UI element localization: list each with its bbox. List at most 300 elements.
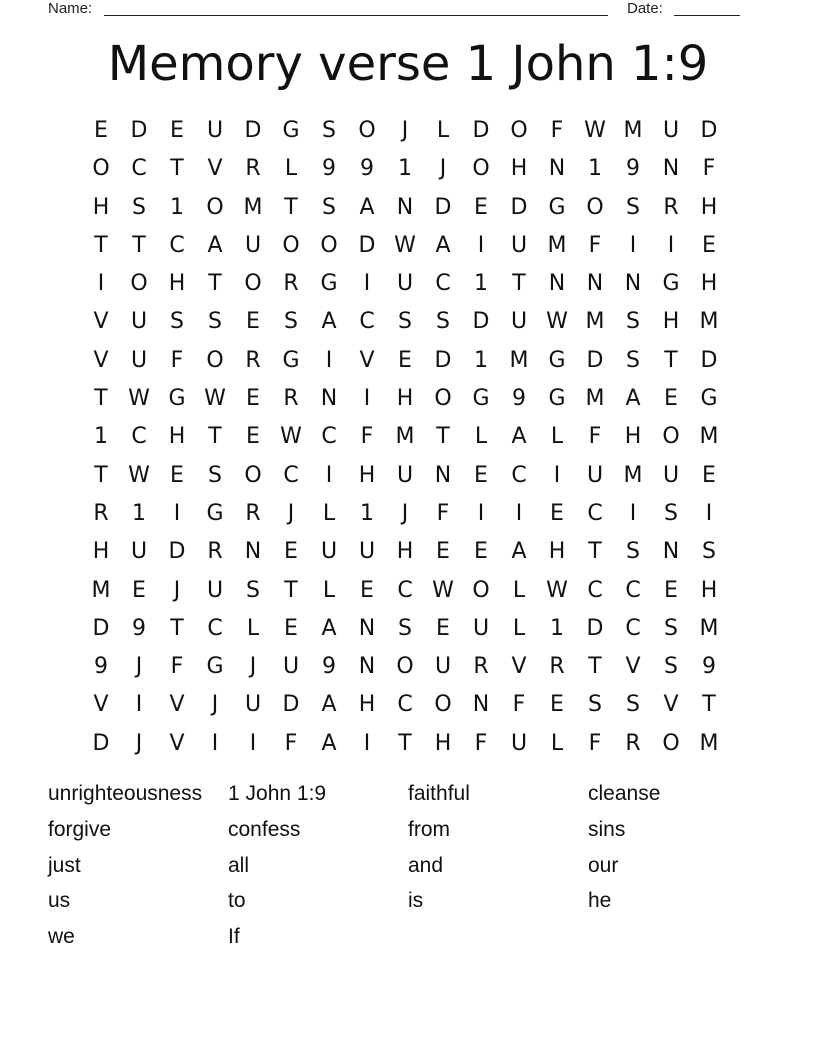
grid-letter: E [474, 194, 488, 220]
grid-letter: L [512, 615, 526, 641]
grid-letter: H [700, 271, 718, 297]
grid-letter: S [664, 654, 678, 680]
word-list-item: from [408, 817, 450, 841]
grid-letter: W [280, 424, 302, 450]
grid-letter: S [626, 194, 640, 220]
grid-letter: U [396, 271, 414, 297]
grid-letter: 1 [170, 194, 184, 220]
grid-letter: E [398, 347, 412, 373]
grid-letter: H [358, 692, 376, 718]
grid-letter: I [629, 232, 637, 258]
grid-letter: E [360, 577, 374, 603]
grid-letter: U [396, 462, 414, 488]
worksheet-header [48, 0, 748, 20]
grid-letter: U [206, 577, 224, 603]
grid-letter: S [132, 194, 146, 220]
grid-letter: N [434, 462, 452, 488]
grid-letter: G [662, 271, 680, 297]
grid-letter: J [211, 692, 219, 718]
grid-letter: E [664, 386, 678, 412]
grid-letter: A [321, 692, 337, 718]
grid-letter: H [700, 194, 718, 220]
word-list-item: 1 John 1:9 [228, 782, 327, 805]
word-list-item: just [48, 853, 81, 877]
grid-letter: I [705, 500, 713, 526]
grid-letter: J [439, 156, 447, 182]
grid-letter: S [664, 615, 678, 641]
grid-letter: N [624, 271, 642, 297]
grid-letter: 9 [360, 156, 374, 182]
grid-letter: R [663, 194, 679, 220]
grid-letter: G [206, 654, 224, 680]
grid-letter: E [170, 462, 184, 488]
grid-letter: M [243, 194, 263, 220]
grid-letter: O [472, 156, 490, 182]
grid-letter: E [474, 462, 488, 488]
grid-letter: D [700, 118, 718, 143]
word-list-item: us [48, 889, 71, 913]
grid-letter: D [244, 118, 262, 143]
grid-letter: A [359, 194, 375, 220]
grid-letter: J [249, 654, 257, 680]
grid-letter: S [322, 118, 336, 143]
grid-letter: A [321, 615, 337, 641]
grid-letter: 1 [398, 156, 412, 182]
grid-letter: E [550, 692, 564, 718]
grid-letter: V [207, 156, 223, 182]
grid-letter: V [93, 347, 109, 373]
grid-letter: R [473, 654, 489, 680]
grid-letter: H [358, 462, 376, 488]
grid-letter: R [93, 500, 109, 526]
grid-letter: I [515, 500, 523, 526]
grid-letter: N [396, 194, 414, 220]
grid-letter: 9 [512, 386, 526, 412]
grid-letter: E [474, 539, 488, 565]
grid-letter: D [282, 692, 300, 718]
grid-letter: M [395, 424, 415, 450]
word-list-item: we [48, 925, 75, 949]
grid-letter: W [584, 118, 606, 143]
grid-letter: L [512, 577, 526, 603]
grid-letter: O [434, 386, 452, 412]
grid-letter: N [548, 156, 566, 182]
grid-letter: 9 [702, 654, 716, 680]
grid-letter: 9 [626, 156, 640, 182]
grid-letter: F [550, 118, 564, 143]
grid-letter: T [170, 615, 184, 641]
grid-letter: E [246, 309, 260, 335]
grid-letter: M [623, 118, 643, 143]
grid-letter: D [434, 194, 452, 220]
grid-letter: O [244, 462, 262, 488]
grid-letter: G [168, 386, 186, 412]
grid-letter: F [588, 232, 602, 258]
grid-letter: I [553, 462, 561, 488]
grid-letter: O [510, 118, 528, 143]
grid-letter: W [546, 577, 568, 603]
grid-letter: V [359, 347, 375, 373]
grid-letter: C [207, 615, 223, 641]
grid-letter: F [436, 500, 450, 526]
name-label: Name: [48, 0, 93, 17]
grid-letter: N [586, 271, 604, 297]
grid-letter: C [131, 156, 147, 182]
grid-letter: E [664, 577, 678, 603]
grid-letter: D [586, 347, 604, 373]
grid-letter: L [322, 500, 336, 526]
grid-letter: S [398, 615, 412, 641]
grid-letter: M [509, 347, 529, 373]
grid-letter: O [206, 347, 224, 373]
word-list-item: unrighteousness [48, 782, 203, 805]
grid-letter: N [472, 692, 490, 718]
grid-letter: T [702, 692, 716, 718]
grid-letter: U [358, 539, 376, 565]
grid-letter: I [477, 500, 485, 526]
grid-letter: F [284, 730, 298, 756]
name-blank-line [104, 15, 608, 16]
word-list-item: our [588, 853, 619, 877]
word-list-item: all [228, 853, 250, 877]
grid-letter: T [284, 577, 298, 603]
grid-letter: C [359, 309, 375, 335]
grid-letter: H [662, 309, 680, 335]
word-list-item: forgive [48, 817, 112, 841]
grid-letter: W [128, 386, 150, 412]
grid-letter: S [626, 692, 640, 718]
grid-letter: A [321, 730, 337, 756]
grid-letter: U [244, 232, 262, 258]
grid-letter: G [472, 386, 490, 412]
grid-letter: O [206, 194, 224, 220]
grid-letter: S [702, 539, 716, 565]
grid-letter: D [472, 118, 490, 143]
grid-letter: E [550, 500, 564, 526]
grid-letter: U [130, 347, 148, 373]
grid-letter: D [130, 118, 148, 143]
grid-letter: I [249, 730, 257, 756]
word-list-item: is [408, 889, 424, 913]
grid-letter: D [92, 730, 110, 756]
grid-letter: N [358, 654, 376, 680]
grid-letter: E [436, 615, 450, 641]
grid-letter: A [321, 309, 337, 335]
grid-letter: 1 [94, 424, 108, 450]
grid-letter: J [401, 500, 409, 526]
grid-letter: C [625, 615, 641, 641]
grid-letter: U [434, 654, 452, 680]
grid-letter: C [131, 424, 147, 450]
grid-letter: O [92, 156, 110, 182]
grid-letter: T [94, 232, 108, 258]
grid-letter: O [358, 118, 376, 143]
grid-letter: S [208, 462, 222, 488]
grid-letter: L [550, 730, 564, 756]
grid-letter: C [511, 462, 527, 488]
grid-letter: A [435, 232, 451, 258]
grid-letter: F [170, 654, 184, 680]
grid-letter: E [284, 539, 298, 565]
grid-letter: E [132, 577, 146, 603]
grid-letter: R [245, 500, 261, 526]
grid-letter: R [207, 539, 223, 565]
grid-letter: E [702, 462, 716, 488]
grid-letter: U [510, 232, 528, 258]
grid-letter: V [511, 654, 527, 680]
grid-letter: C [169, 232, 185, 258]
grid-letter: C [321, 424, 337, 450]
grid-letter: D [510, 194, 528, 220]
grid-letter: U [320, 539, 338, 565]
grid-letter: G [548, 347, 566, 373]
grid-letter: 9 [132, 615, 146, 641]
grid-letter: U [472, 615, 490, 641]
grid-letter: R [283, 386, 299, 412]
grid-letter: O [662, 730, 680, 756]
grid-letter: G [320, 271, 338, 297]
grid-letter: N [548, 271, 566, 297]
grid-letter: A [625, 386, 641, 412]
grid-letter: 1 [132, 500, 146, 526]
grid-letter: 1 [474, 347, 488, 373]
grid-letter: O [282, 232, 300, 258]
grid-letter: S [626, 309, 640, 335]
grid-letter: H [168, 424, 186, 450]
grid-letter: C [283, 462, 299, 488]
grid-letter: D [358, 232, 376, 258]
grid-letter: G [700, 386, 718, 412]
grid-letter: M [547, 232, 567, 258]
grid-letter: M [623, 462, 643, 488]
word-list-item: to [228, 889, 246, 913]
grid-letter: I [363, 730, 371, 756]
grid-letter: 1 [360, 500, 374, 526]
grid-letter: J [287, 500, 295, 526]
grid-letter: J [135, 654, 143, 680]
grid-letter: H [624, 424, 642, 450]
grid-letter: M [585, 309, 605, 335]
word-list [48, 776, 768, 955]
grid-letter: A [511, 539, 527, 565]
grid-letter: I [477, 232, 485, 258]
grid-letter: U [206, 118, 224, 143]
date-label: Date: [627, 0, 663, 17]
grid-letter: D [700, 347, 718, 373]
grid-letter: T [94, 462, 108, 488]
date-blank-line [674, 15, 740, 16]
grid-letter: S [170, 309, 184, 335]
grid-letter: N [244, 539, 262, 565]
grid-letter: I [173, 500, 181, 526]
grid-letter: M [585, 386, 605, 412]
word-list-item: faithful [408, 782, 470, 805]
grid-letter: U [510, 730, 528, 756]
grid-letter: R [625, 730, 641, 756]
grid-letter: W [546, 309, 568, 335]
grid-letter: V [169, 730, 185, 756]
grid-letter: T [588, 539, 602, 565]
grid-letter: W [432, 577, 454, 603]
grid-letter: T [398, 730, 412, 756]
grid-letter: U [586, 462, 604, 488]
grid-letter: T [436, 424, 450, 450]
grid-letter: C [435, 271, 451, 297]
grid-letter: W [128, 462, 150, 488]
grid-letter: S [284, 309, 298, 335]
word-list-item: and [408, 853, 444, 877]
grid-letter: S [664, 500, 678, 526]
grid-letter: O [434, 692, 452, 718]
grid-letter: H [396, 539, 414, 565]
grid-letter: G [282, 347, 300, 373]
grid-letter: 9 [322, 156, 336, 182]
grid-letter: O [396, 654, 414, 680]
grid-letter: C [587, 500, 603, 526]
grid-letter: T [588, 654, 602, 680]
grid-letter: H [510, 156, 528, 182]
grid-letter: F [360, 424, 374, 450]
word-list-item: cleanse [588, 782, 661, 805]
grid-letter: I [629, 500, 637, 526]
grid-letter: D [168, 539, 186, 565]
grid-letter: T [170, 156, 184, 182]
grid-letter: C [397, 577, 413, 603]
grid-letter: R [245, 347, 261, 373]
grid-letter: H [434, 730, 452, 756]
grid-letter: J [401, 118, 409, 143]
grid-letter: H [92, 539, 110, 565]
grid-letter: T [132, 232, 146, 258]
grid-letter: R [283, 271, 299, 297]
grid-letter: U [510, 309, 528, 335]
grid-letter: T [284, 194, 298, 220]
grid-letter: I [363, 271, 371, 297]
grid-letter: V [663, 692, 679, 718]
grid-letter: M [91, 577, 111, 603]
grid-letter: I [135, 692, 143, 718]
grid-letter: A [207, 232, 223, 258]
grid-letter: S [588, 692, 602, 718]
grid-letter: L [284, 156, 298, 182]
grid-letter: 9 [322, 654, 336, 680]
grid-letter: E [170, 118, 184, 143]
grid-letter: I [97, 271, 105, 297]
grid-letter: 1 [550, 615, 564, 641]
grid-letter: L [246, 615, 260, 641]
grid-letter: O [244, 271, 262, 297]
grid-letter: N [320, 386, 338, 412]
grid-letter: U [130, 539, 148, 565]
word-list-item: sins [588, 817, 626, 841]
grid-letter: V [169, 692, 185, 718]
grid-letter: U [282, 654, 300, 680]
grid-letter: H [396, 386, 414, 412]
grid-letter: G [282, 118, 300, 143]
grid-letter: L [474, 424, 488, 450]
grid-letter: L [322, 577, 336, 603]
grid-letter: F [702, 156, 716, 182]
grid-letter: L [550, 424, 564, 450]
grid-letter: M [699, 309, 719, 335]
grid-letter: I [325, 347, 333, 373]
grid-letter: 1 [588, 156, 602, 182]
grid-letter: F [588, 424, 602, 450]
grid-letter: E [436, 539, 450, 565]
grid-letter: C [587, 577, 603, 603]
grid-letter: R [245, 156, 261, 182]
grid-letter: E [284, 615, 298, 641]
grid-letter: E [246, 424, 260, 450]
grid-letter: H [700, 577, 718, 603]
grid-letter: L [436, 118, 450, 143]
grid-letter: C [625, 577, 641, 603]
grid-letter: T [512, 271, 526, 297]
grid-letter: H [548, 539, 566, 565]
grid-letter: U [130, 309, 148, 335]
grid-letter: I [211, 730, 219, 756]
grid-letter: S [626, 539, 640, 565]
word-list-item: confess [228, 817, 301, 841]
grid-letter: M [699, 730, 719, 756]
grid-letter: S [398, 309, 412, 335]
grid-letter: T [208, 424, 222, 450]
grid-letter: R [549, 654, 565, 680]
grid-letter: G [548, 194, 566, 220]
grid-letter: G [206, 500, 224, 526]
grid-letter: T [664, 347, 678, 373]
grid-letter: N [662, 156, 680, 182]
grid-letter: O [472, 577, 490, 603]
grid-letter: V [93, 309, 109, 335]
grid-letter: V [93, 692, 109, 718]
grid-letter: S [626, 347, 640, 373]
word-list-item: If [228, 925, 240, 949]
grid-letter: S [246, 577, 260, 603]
grid-letter: T [94, 386, 108, 412]
grid-letter: D [434, 347, 452, 373]
grid-letter: I [667, 232, 675, 258]
grid-letter: O [586, 194, 604, 220]
grid-letter: S [322, 194, 336, 220]
grid-letter: W [204, 386, 226, 412]
grid-letter: C [397, 692, 413, 718]
grid-letter: E [702, 232, 716, 258]
grid-letter: F [512, 692, 526, 718]
grid-letter: J [173, 577, 181, 603]
grid-letter: 1 [474, 271, 488, 297]
letter-grid [82, 112, 728, 763]
grid-letter: V [625, 654, 641, 680]
grid-letter: F [474, 730, 488, 756]
grid-letter: U [662, 462, 680, 488]
grid-letter: S [208, 309, 222, 335]
grid-letter: U [244, 692, 262, 718]
grid-letter: J [135, 730, 143, 756]
grid-letter: O [662, 424, 680, 450]
grid-letter: N [662, 539, 680, 565]
grid-letter: U [662, 118, 680, 143]
grid-letter: A [511, 424, 527, 450]
grid-letter: E [246, 386, 260, 412]
grid-letter: D [586, 615, 604, 641]
grid-letter: O [320, 232, 338, 258]
grid-letter: D [92, 615, 110, 641]
grid-letter: D [472, 309, 490, 335]
grid-letter: I [325, 462, 333, 488]
grid-letter: W [394, 232, 416, 258]
grid-letter: I [363, 386, 371, 412]
